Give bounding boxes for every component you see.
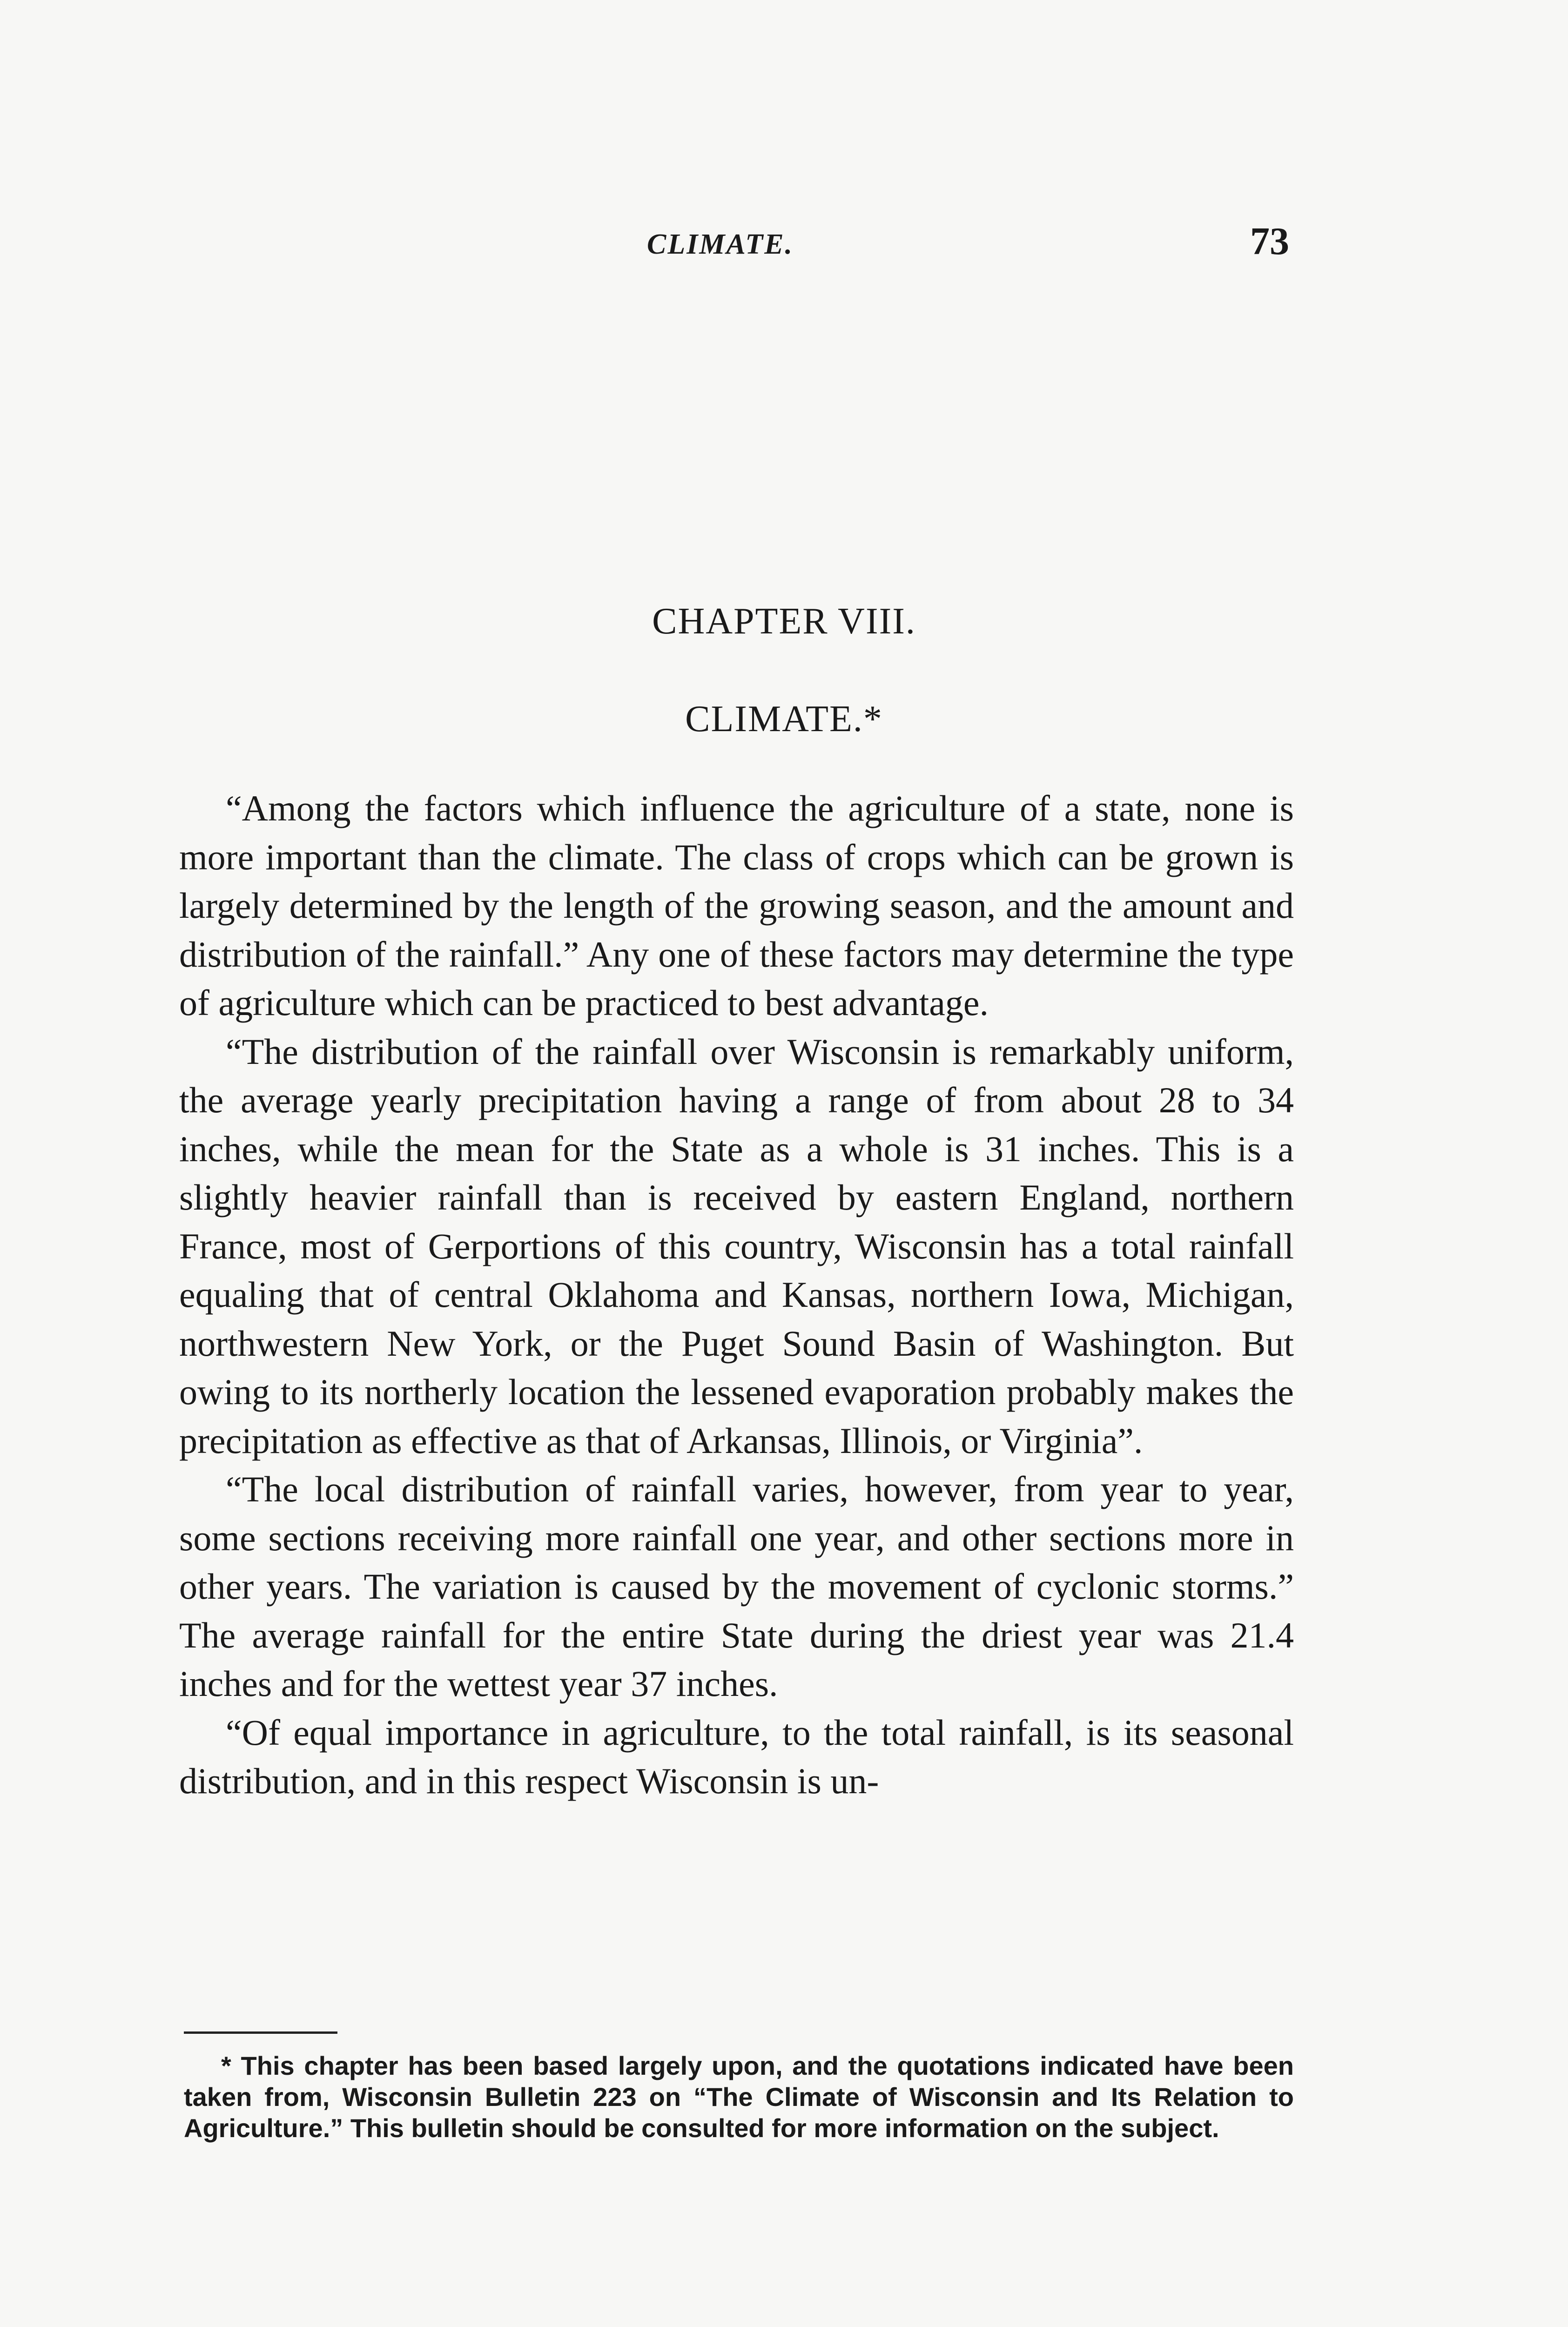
running-title: CLIMATE. [647,229,794,260]
chapter-number: CHAPTER VIII. [652,601,916,642]
footnote: * This chapter has been based largely upon, and the quotations indicated have been taken from, Wisconsin Bulletin 223 on “The Climate of Wisconsin and Its Relation to Agriculture.” This bulletin should be consulted for more information on the subject. [184,2051,1294,2143]
body-text [179,784,1294,1806]
page-number: 73 [1250,220,1289,263]
paragraph: “Of equal importance in agriculture, to the total rainfall, is its seasonal distribution, and in this respect Wisconsin is un- [179,1712,1294,1801]
paragraph: “The local distribution of rainfall varies, however, from year to year, some sections receiving more rainfall one year, and other sections more in other years. The variation is caused by the movement of cyclonic storms.” The average rainfall for the entire State during the driest year was 21.4 inches and for the wettest year 37 inches. [179,1469,1294,1704]
paragraph: “Among the factors which influence the agriculture of a state, none is more important than the climate. The class of crops which can be grown is largely determined by the length of the growing season, and the amount and distribution of the rainfall.” Any one of these factors may determine the type of agriculture which can be practiced to best advantage. [179,788,1294,1023]
paragraph: “The distribution of the rainfall over Wisconsin is remarkably uniform, the average yearly precipitation having a range of from about 28 to 34 inches, while the mean for the State as a whole is 31 inches. This is a slightly heavier rainfall than is received by eastern England, northern France, most of Gerportions of this country, Wisconsin has a total rainfall equaling that of central Oklahoma and Kansas, northern Iowa, Michigan, northwestern New York, or the Puget Sound Basin of Washington. But owing to its northerly location the lessened evaporation probably makes the precipitation as effective as that of Arkansas, Illinois, or Virginia”. [179,1031,1294,1461]
chapter-title: CLIMATE.* [685,699,883,740]
footnote-divider [184,2031,337,2034]
running-head [182,219,1289,275]
